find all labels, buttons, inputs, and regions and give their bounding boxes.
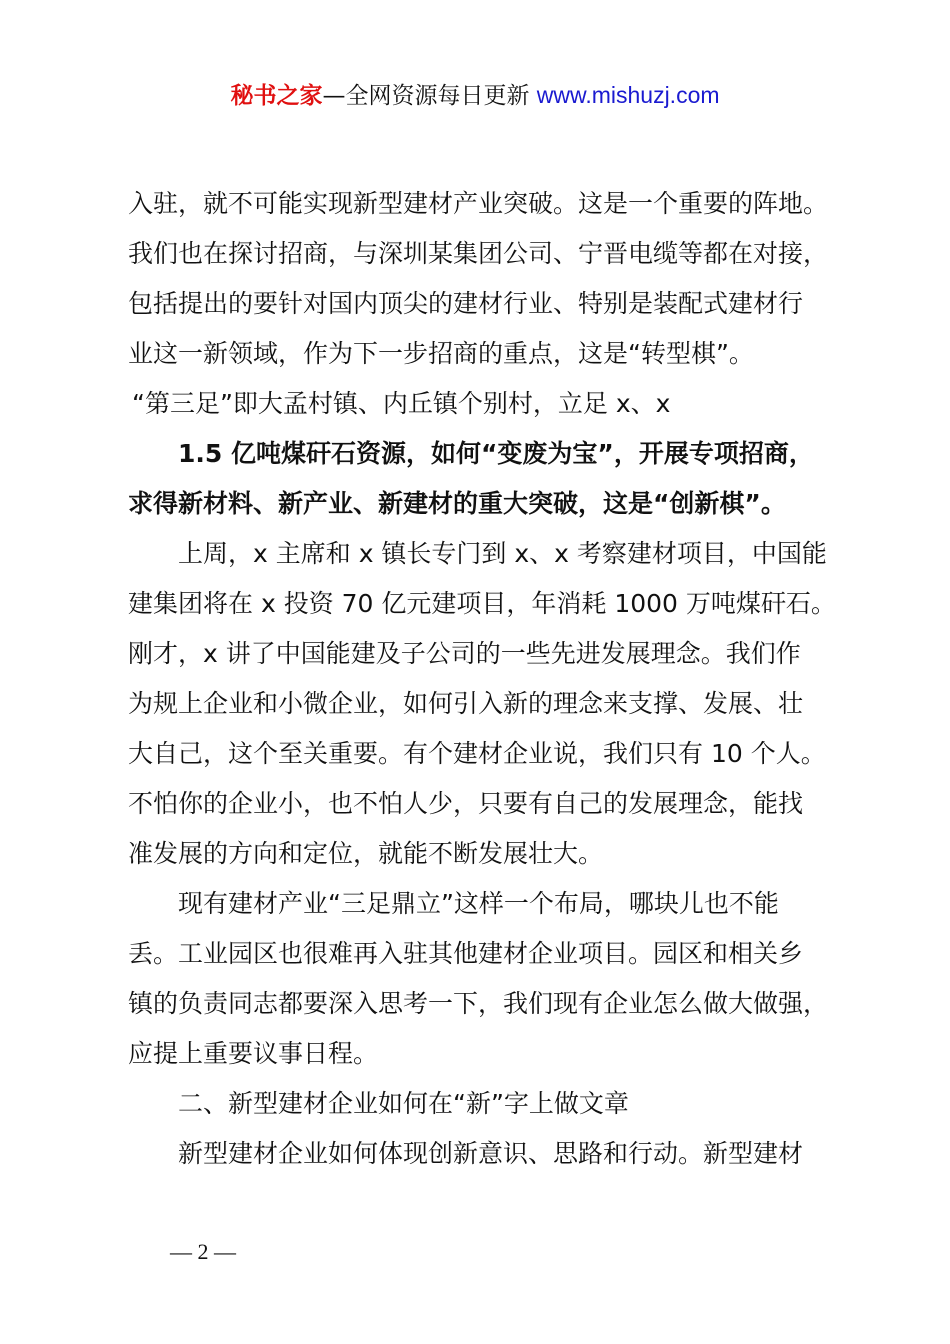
body-line: 建集团将在 x 投资 70 亿元建项目，年消耗 1000 万吨煤矸石。 xyxy=(128,589,836,618)
body-line: 入驻，就不可能实现新型建材产业突破。这是一个重要的阵地。 xyxy=(128,189,829,218)
body-line: “第三足”即大孟村镇、内丘镇个别村，立足 x、x xyxy=(132,389,671,418)
body-line: 丢。工业园区也很难再入驻其他建材企业项目。园区和相关乡 xyxy=(128,939,804,968)
body-line: 为规上企业和小微企业，如何引入新的理念来支撑、发展、壮 xyxy=(128,689,804,718)
site-url-link[interactable]: www.mishuzj.com xyxy=(536,82,720,108)
page-number: — 2 — xyxy=(170,1239,236,1264)
body-line: 我们也在探讨招商，与深圳某集团公司、宁晋电缆等都在对接， xyxy=(128,239,829,268)
header-slogan: —全网资源每日更新 xyxy=(322,83,530,109)
body-line: 不怕你的企业小，也不怕人少，只要有自己的发展理念，能找 xyxy=(128,789,804,818)
body-line: 大自己，这个至关重要。有个建材企业说，我们只有 10 个人。 xyxy=(128,739,826,768)
section-heading: 二、新型建材企业如何在“新”字上做文章 xyxy=(178,1089,629,1118)
body-line: 业这一新领域，作为下一步招商的重点，这是“转型棋”。 xyxy=(128,339,754,368)
body-line: 新型建材企业如何体现创新意识、思路和行动。新型建材 xyxy=(178,1139,804,1168)
body-line: 现有建材产业“三足鼎立”这样一个布局，哪块儿也不能 xyxy=(178,889,779,918)
body-line: 包括提出的要针对国内顶尖的建材行业、特别是装配式建材行 xyxy=(128,289,804,318)
body-line: 刚才，x 讲了中国能建及子公司的一些先进发展理念。我们作 xyxy=(128,639,801,668)
body-line: 镇的负责同志都要深入思考一下，我们现有企业怎么做大做强， xyxy=(128,989,829,1018)
brand-name: 秘书之家 xyxy=(230,83,323,109)
body-line: 上周，x 主席和 x 镇长专门到 x、x 考察建材项目，中国能 xyxy=(178,539,827,568)
body-line: 应提上重要议事日程。 xyxy=(128,1039,379,1068)
body-line: 准发展的方向和定位，就能不断发展壮大。 xyxy=(128,839,604,868)
site-header xyxy=(0,78,950,113)
body-line-bold: 1.5 亿吨煤矸石资源，如何“变废为宝”，开展专项招商， xyxy=(178,439,814,468)
body-line-bold: 求得新材料、新产业、新建材的重大突破，这是“创新棋”。 xyxy=(128,489,786,518)
